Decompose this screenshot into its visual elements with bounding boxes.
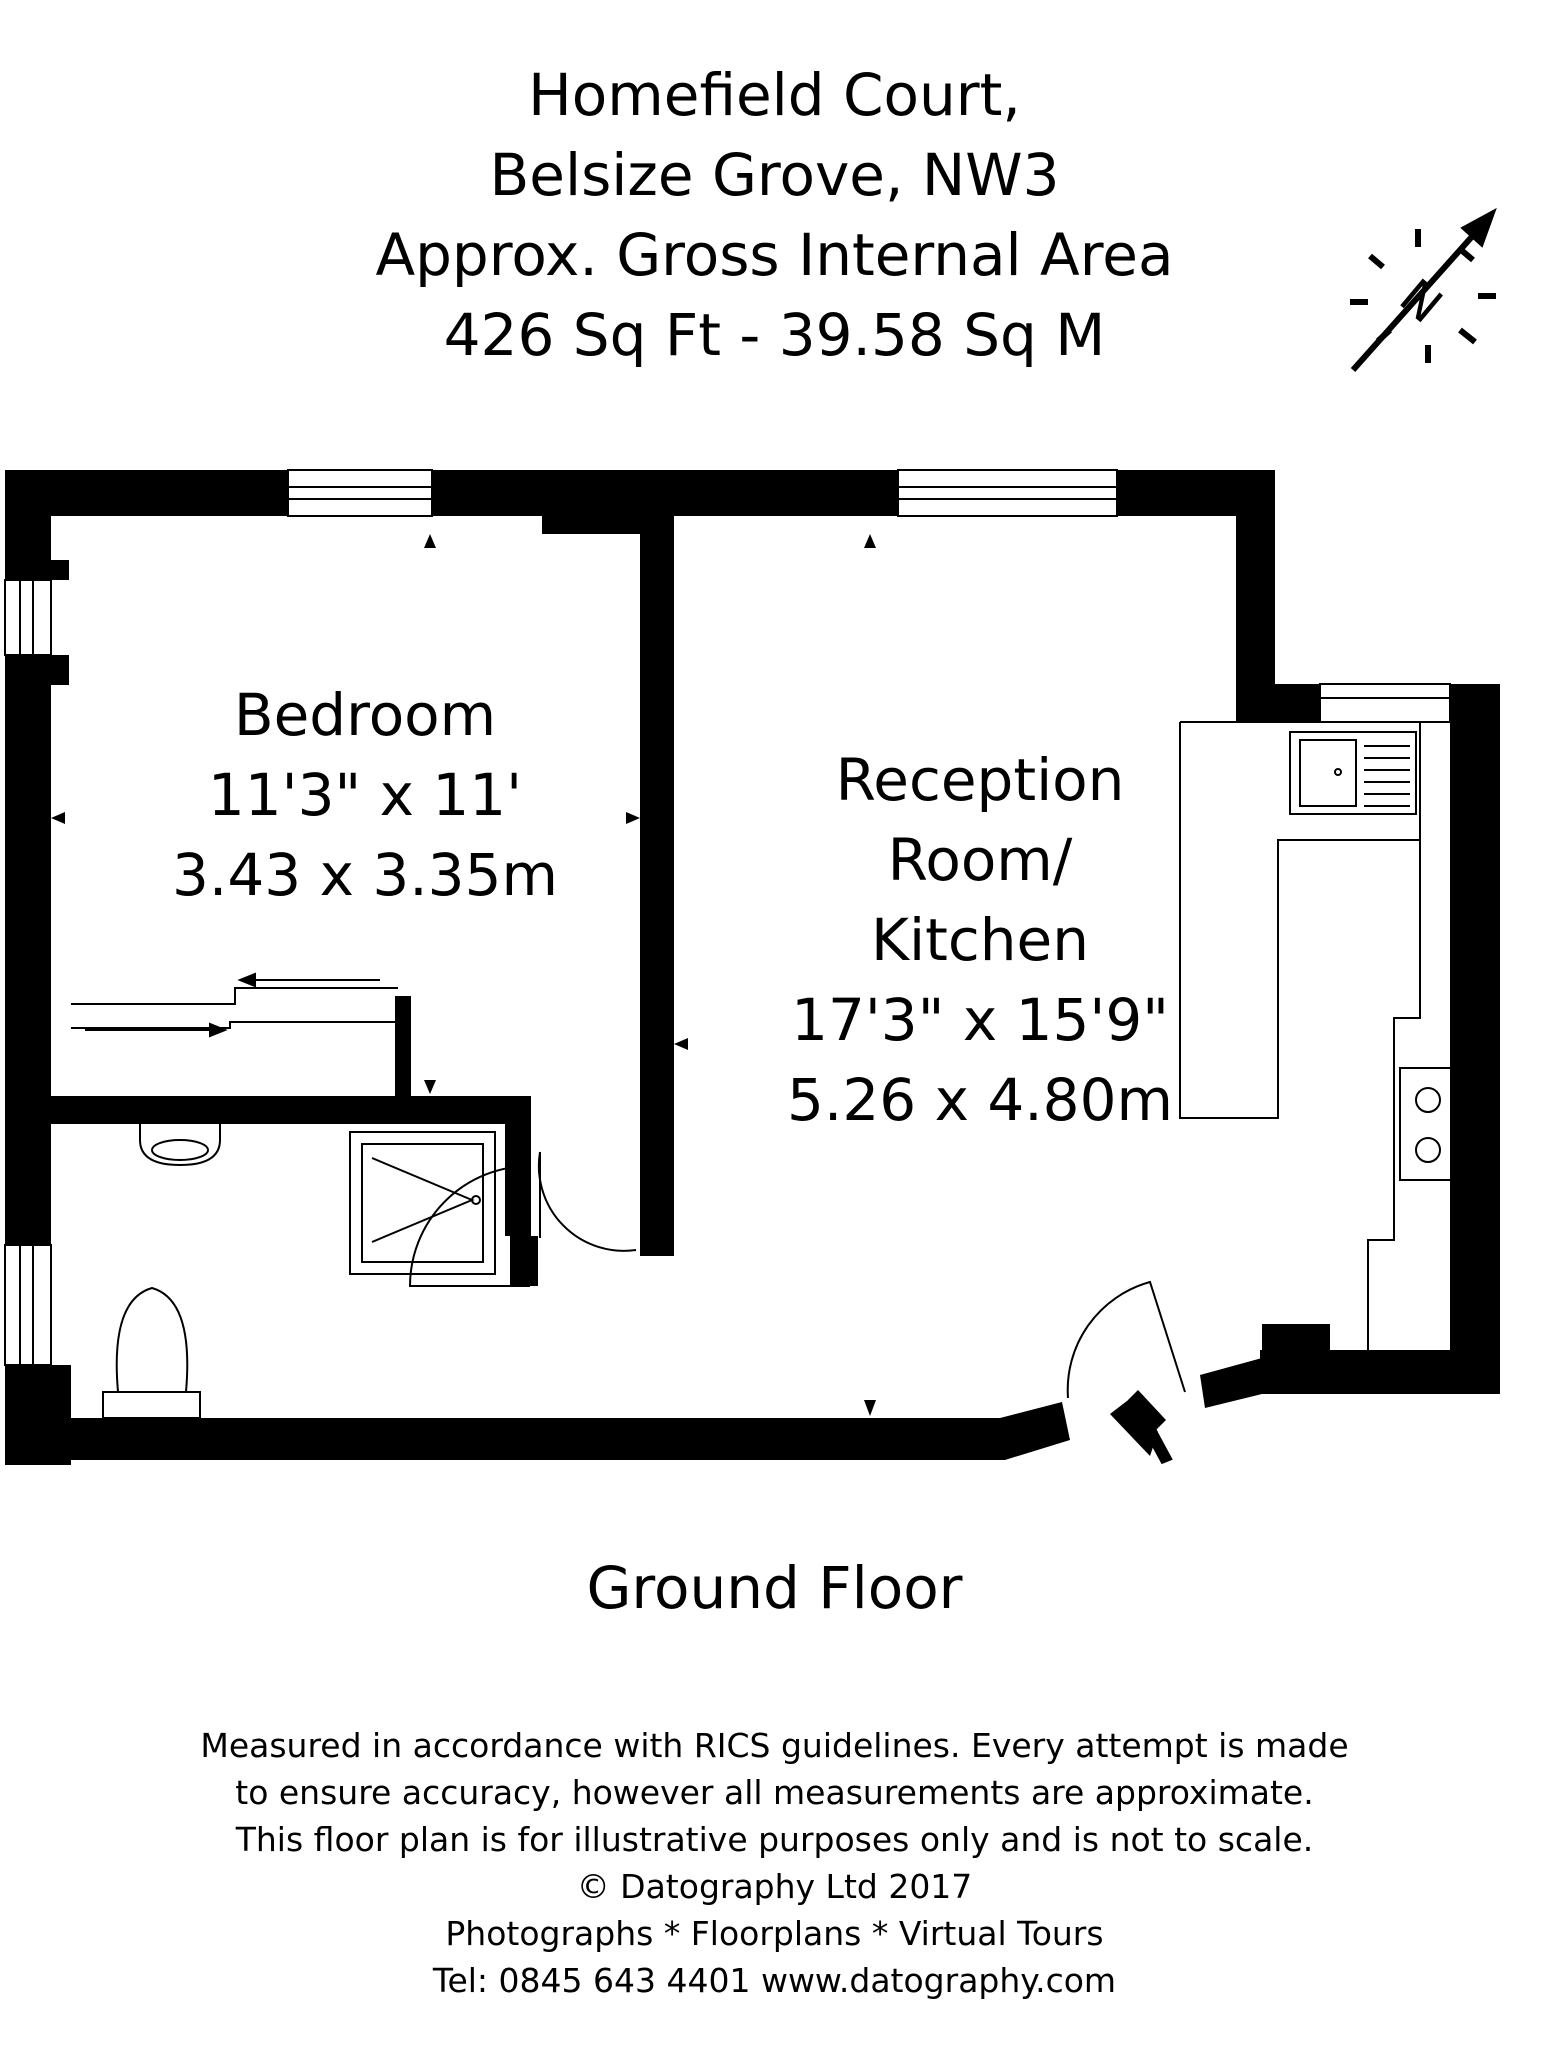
copyright: © Datography Ltd 2017 bbox=[576, 1867, 973, 1906]
bedroom-imperial-size: 11'3" x 11' bbox=[207, 761, 523, 829]
entrance-arrow-icon bbox=[1110, 1390, 1173, 1467]
footer-line1: Measured in accordance with RICS guidelines. Every attempt is made bbox=[200, 1726, 1349, 1765]
walls bbox=[5, 470, 1500, 1465]
footer-line3: This floor plan is for illustrative purposes only and is not to scale. bbox=[235, 1820, 1314, 1859]
kitchen-units bbox=[1180, 722, 1494, 1350]
bedroom-name: Bedroom bbox=[233, 681, 497, 749]
bathroom-fixtures bbox=[103, 1124, 495, 1418]
property-address-line2: Belsize Grove, NW3 bbox=[489, 141, 1060, 209]
contact-details: Tel: 0845 643 4401 www.datography.com bbox=[432, 1961, 1117, 2000]
area-value: 426 Sq Ft - 39.58 Sq M bbox=[443, 301, 1106, 369]
reception-name-line3: Kitchen bbox=[871, 906, 1089, 974]
property-address-line1: Homefield Court, bbox=[528, 61, 1021, 129]
windows bbox=[5, 470, 1450, 1365]
reception-name-line1: Reception bbox=[835, 746, 1125, 814]
reception-metric-size: 5.26 x 4.80m bbox=[787, 1066, 1173, 1134]
footer-line2: to ensure accuracy, however all measurements are approximate. bbox=[235, 1773, 1314, 1812]
wardrobe bbox=[71, 974, 398, 1036]
reception-kitchen-label bbox=[760, 740, 1200, 1140]
north-arrow-icon bbox=[1350, 210, 1496, 370]
reception-imperial-size: 17'3" x 15'9" bbox=[791, 986, 1169, 1054]
bedroom-metric-size: 3.43 x 3.35m bbox=[172, 841, 558, 909]
area-heading: Approx. Gross Internal Area bbox=[375, 221, 1174, 289]
reception-name-line2: Room/ bbox=[887, 826, 1073, 894]
services-tagline: Photographs * Floorplans * Virtual Tours bbox=[445, 1914, 1104, 1953]
bedroom-label bbox=[160, 675, 570, 915]
compass-n-letter: N bbox=[1388, 268, 1453, 335]
floor-level-label: Ground Floor bbox=[586, 1554, 963, 1622]
